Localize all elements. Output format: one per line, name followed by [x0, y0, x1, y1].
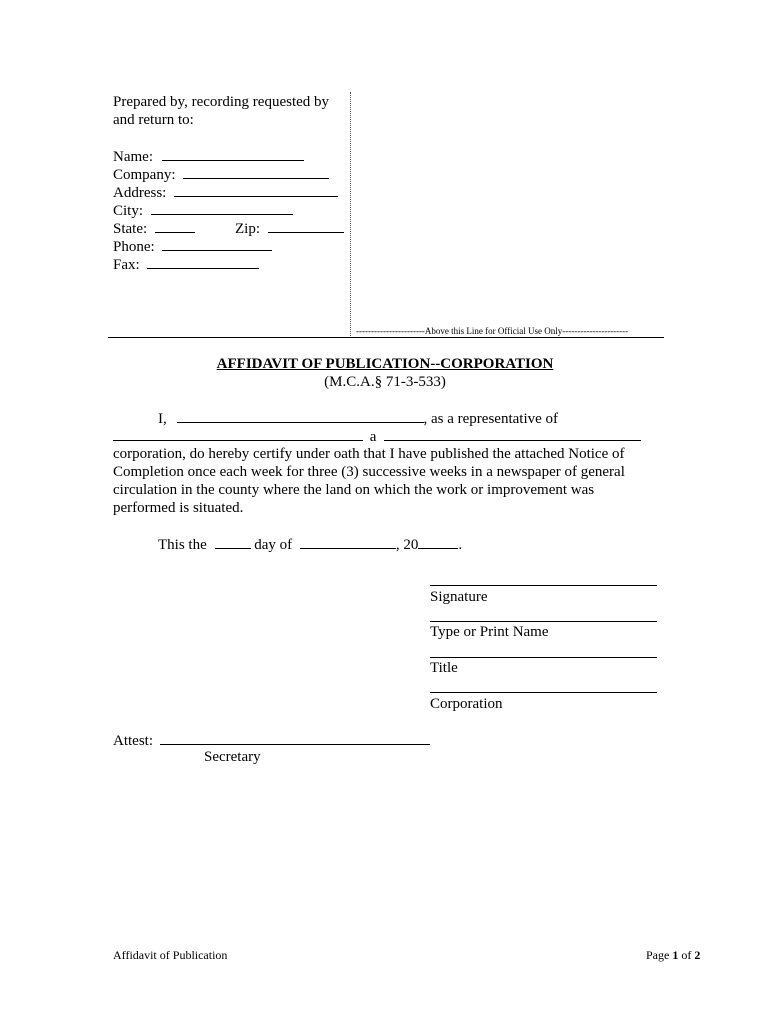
date-day-blank[interactable]: [215, 536, 251, 549]
corporation-label: Corporation: [430, 696, 503, 712]
date-day-label: day of: [254, 537, 293, 553]
corporation-line: [113, 428, 641, 446]
state-blank[interactable]: [155, 220, 195, 233]
fax-field: [113, 256, 259, 274]
date-year-label: , 20: [395, 537, 419, 553]
document-citation: (M.C.A.§ 71-3-533): [324, 374, 446, 390]
company-field: [113, 166, 329, 184]
fax-label: Fax:: [113, 257, 140, 273]
body-line-4: performed is situated.: [113, 500, 244, 516]
secretary-label: Secretary: [204, 749, 261, 765]
body-line-1: corporation, do hereby certify under oath that I have published the attached Notice of: [113, 446, 625, 462]
zip-field: [235, 220, 344, 238]
footer-title: Affidavit of Publication: [113, 948, 228, 962]
phone-field: [113, 238, 272, 256]
prepared-by-line-2: and return to:: [113, 112, 194, 128]
print-name-label: Type or Print Name: [430, 624, 549, 640]
address-blank[interactable]: [174, 184, 338, 197]
affiant-prefix: I,: [158, 411, 167, 427]
address-label: Address:: [113, 185, 167, 201]
name-label: Name:: [113, 149, 153, 165]
company-label: Company:: [113, 167, 176, 183]
affiant-suffix: , as a representative of: [423, 411, 559, 427]
page-number: [646, 948, 700, 963]
state-label: State:: [113, 221, 148, 237]
attest-line: [113, 732, 430, 750]
state-field: [113, 220, 195, 238]
official-use-label: -----------------------Above this Line for Official Use Only----------------------: [356, 326, 629, 336]
document-title: AFFIDAVIT OF PUBLICATION--CORPORATION: [216, 356, 554, 372]
page-total: 2: [694, 948, 701, 962]
city-blank[interactable]: [151, 202, 293, 215]
company-blank[interactable]: [183, 166, 329, 179]
address-field: [113, 184, 338, 202]
affiant-line: [158, 410, 558, 428]
attest-signature-blank[interactable]: [160, 732, 430, 745]
body-line-2: Completion once each week for three (3) successive weeks in a newspaper of general: [113, 464, 625, 480]
body-line-3: circulation in the county where the land on which the work or improvement was: [113, 482, 595, 498]
corporation-sign-line[interactable]: [430, 692, 657, 693]
corporation-a: a: [369, 429, 377, 445]
title-label: Title: [430, 660, 458, 676]
date-end: .: [458, 537, 463, 553]
zip-label: Zip:: [235, 221, 260, 237]
fax-blank[interactable]: [147, 256, 259, 269]
affiant-name-blank[interactable]: [177, 410, 424, 423]
date-year-blank[interactable]: [418, 536, 458, 549]
signature-label: Signature: [430, 589, 488, 605]
header-divider-horizontal: [108, 337, 664, 338]
header-divider-vertical: [350, 92, 351, 338]
print-name-line[interactable]: [430, 621, 657, 622]
city-field: [113, 202, 293, 220]
date-this-label: This the: [158, 537, 207, 553]
phone-blank[interactable]: [162, 238, 272, 251]
zip-blank[interactable]: [268, 220, 344, 233]
page-current: 1: [672, 948, 679, 962]
corporation-state-blank[interactable]: [384, 428, 641, 441]
signature-line[interactable]: [430, 585, 657, 586]
page-prefix: Page: [646, 948, 670, 962]
phone-label: Phone:: [113, 239, 155, 255]
name-field: [113, 148, 304, 166]
prepared-by-line-1: Prepared by, recording requested by: [113, 94, 330, 110]
attest-label: Attest:: [113, 733, 153, 749]
date-line: [158, 536, 462, 554]
city-label: City:: [113, 203, 144, 219]
title-line[interactable]: [430, 657, 657, 658]
corporation-name-blank[interactable]: [113, 428, 363, 441]
name-blank[interactable]: [162, 148, 304, 161]
date-month-blank[interactable]: [300, 536, 396, 549]
page-of: of: [681, 948, 692, 962]
